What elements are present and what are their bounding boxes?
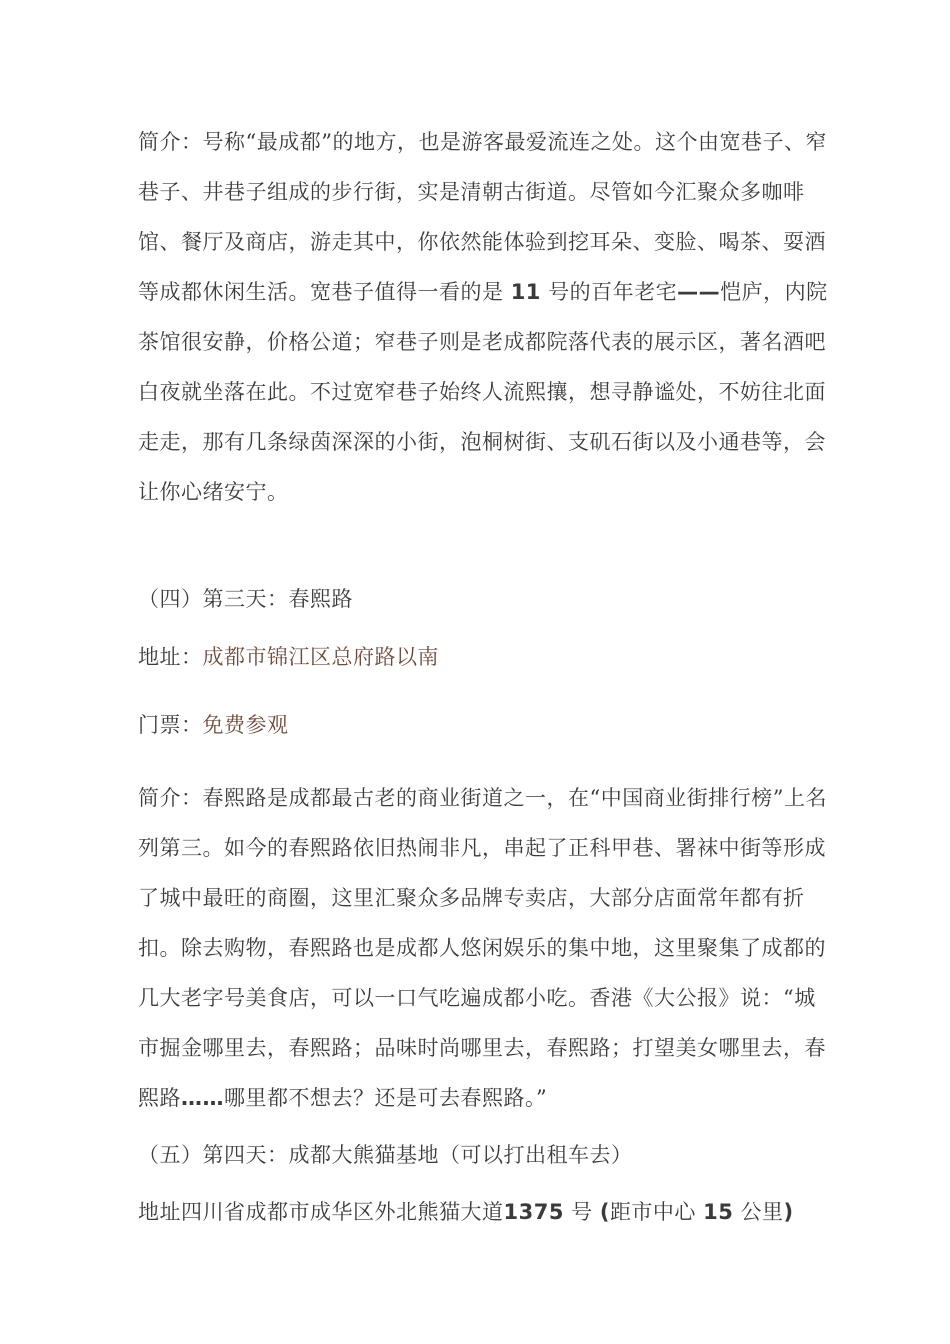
dash: ——: [677, 280, 721, 304]
intro-quote: “城市掘金哪里去，春熙路；品味时尚哪里去，春熙路；打望美女哪里去，春熙路: [138, 986, 826, 1110]
day3-ticket: [138, 700, 828, 750]
day3-heading: （四）第三天：春熙路: [138, 587, 353, 611]
address-label: 地址: [138, 1200, 181, 1224]
distance-close: ): [783, 1200, 794, 1224]
intro-text: 号的百年老宅: [548, 280, 678, 304]
day4-address: [138, 1187, 828, 1237]
distance-number: 15: [703, 1200, 734, 1224]
ticket-value: 免费参观: [202, 713, 289, 737]
address-value: 四川省成都市成华区外北熊猫大道: [181, 1200, 504, 1224]
day4-heading: [138, 1130, 828, 1180]
intro-text: 恺庐，内院茶馆很安静，价格公道；窄巷子则是老成都院落代表的展示区，著名酒吧白夜就坐落在此。不过宽窄巷子始终人流熙攘，想寻静谧处，不妨往北面走走，那有几条绿茵深深的小街，泡桐树街、支矶石街以及小通巷等，会让你心绪安宁。: [138, 280, 828, 504]
distance-unit: 公里: [740, 1200, 784, 1224]
intro-text: 哪里都不想去？还是可去春熙路。”: [224, 1086, 548, 1110]
address-unit: 号: [571, 1200, 593, 1224]
intro-label: 简介：: [138, 786, 203, 810]
heading-part: （五）第四天：: [138, 1143, 289, 1167]
distance-text: 距市中心: [609, 1200, 696, 1224]
ticket-label: 门票：: [138, 713, 203, 737]
day3-address: [138, 632, 828, 682]
intro-text: 春熙路是成都最古老的商业街道之一，在“中国商业街排行榜”上名列第三。如今的春熙路依旧热闹非凡，串起了正科甲巷、署袜中街等形成了城中最旺的商圈，这里汇聚众多品牌专卖店，大部分店面常年都有折扣。除去购物，春熙路也是成都人悠闲娱乐的集中地，这里聚集了成都的几大老字号美食店，可以一口气吃遍成都小吃。香港《大公报》说：: [138, 786, 827, 1010]
address-value: 成都市锦江区总府路以南: [202, 645, 439, 669]
heading-bold: 成都: [288, 1143, 332, 1167]
address-number: 1375: [503, 1200, 564, 1224]
distance-open: (: [599, 1200, 610, 1224]
intro-text: 号称“最成都”的地方，也是游客最爱流连之处。这个由宽巷子、窄巷子、井巷子组成的步行街，实是清朝古街道。尽管如今汇聚众多咖啡馆、餐厅及商店，游走其中，你依然能体验到挖耳朵、变脸、喝茶、耍酒等成都休闲生活。宽巷子值得一看的是: [138, 130, 827, 304]
day2-intro-paragraph: [138, 117, 828, 517]
house-number: 11: [510, 280, 541, 304]
heading-part: 大熊猫基地（可以打出租车去）: [331, 1143, 633, 1167]
address-label: 地址：: [138, 645, 203, 669]
ellipsis: ……: [181, 1086, 224, 1110]
intro-label: 简介：: [138, 130, 203, 154]
day3-intro-paragraph: [138, 773, 828, 1123]
